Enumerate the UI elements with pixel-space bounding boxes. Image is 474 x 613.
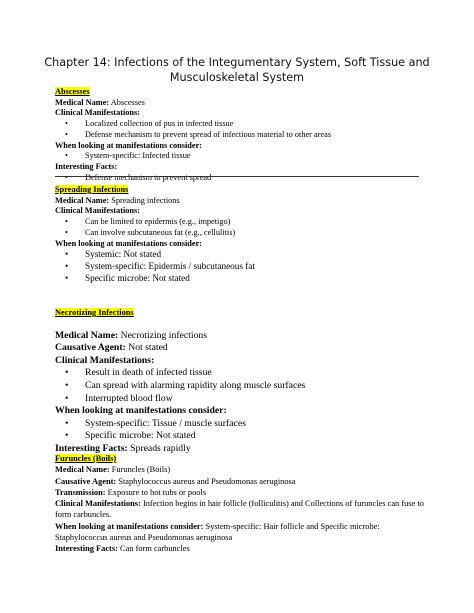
list-item: • Specific microbe: Not stated <box>55 430 425 443</box>
consider-label: When looking at manifestations consider: <box>55 238 203 248</box>
list-item: • Can be limited to epidermis (e.g., impetigo) <box>55 217 425 228</box>
list-item: • Interrupted blood flow <box>55 393 425 406</box>
facts-label: Interesting Facts: <box>55 442 128 454</box>
clinical-list <box>55 217 425 238</box>
consider-label: When looking at manifestations consider: <box>55 140 203 150</box>
consider-list <box>55 418 425 443</box>
clinical-list <box>55 367 425 405</box>
facts-label: Interesting Facts: <box>55 161 118 171</box>
clinical-label: Clinical Manifestations: <box>55 108 141 118</box>
causative-value: Staphylococcus aureus and Pseudomonas aeruginosa <box>118 476 296 486</box>
list-item: • System-specific: Epidermis / subcutaneous fat <box>55 261 425 273</box>
section-heading-abscesses: Abscesses <box>55 87 90 96</box>
list-item: • System-specific: Tissue / muscle surfaces <box>55 418 425 431</box>
list-item: • Systemic: Not stated <box>55 249 425 261</box>
facts-label: Interesting Facts: <box>55 544 118 554</box>
consider-label: When looking at manifestations consider: <box>55 521 204 531</box>
medical-name-label: Medical Name: <box>55 195 110 205</box>
causative-value: Not stated <box>128 342 168 354</box>
section-furuncles <box>55 453 425 555</box>
causative-label: Causative Agent: <box>55 476 117 486</box>
medical-name-value: Spreading infections <box>111 195 180 205</box>
list-item: • Defense mechanism to prevent spread <box>55 173 425 184</box>
section-spreading-infections <box>55 185 425 285</box>
medical-name-label: Medical Name: <box>55 465 110 475</box>
section-abscesses <box>55 87 425 183</box>
section-heading-spreading: Spreading Infections <box>55 185 129 194</box>
section-necrotizing-infections <box>55 307 425 456</box>
medical-name-label: Medical Name: <box>55 97 110 107</box>
section-heading-furuncles: Furuncles (Boils) <box>55 454 117 463</box>
medical-name-value: Necrotizing infections <box>120 329 207 341</box>
section-heading-necrotizing: Necrotizing Infections <box>55 308 134 317</box>
list-item: • Can spread with alarming rapidity along muscle surfaces <box>55 380 425 393</box>
transmission-value: Exposure to hot tubs or pools <box>107 487 207 497</box>
clinical-label: Clinical Manifestations: <box>55 354 155 366</box>
causative-label: Causative Agent: <box>55 342 126 354</box>
clinical-label: Clinical Manifestations: <box>55 499 141 509</box>
divider <box>55 176 419 177</box>
consider-list <box>55 249 425 284</box>
medical-name-value: Furuncles (Boils) <box>111 465 171 475</box>
clinical-value: Infection begins in hair follicle (folliculitis) and Collections of furuncles can fuse to form carbuncles. <box>55 499 424 520</box>
list-item: • Localized collection of pus in infected tissue <box>55 119 425 130</box>
clinical-label: Clinical Manifestations: <box>55 206 141 216</box>
consider-label: When looking at manifestations consider: <box>55 405 227 417</box>
medical-name-value: Abscesses <box>110 97 145 107</box>
page-title: Chapter 14: Infections of the Integumentary System, Soft Tissue and Musculoskeletal System <box>44 56 430 84</box>
consider-value: System-specific: Hair follicle and Specific microbe: Staphylococcus aureus and Pseudomonas aeruginosa <box>55 521 380 543</box>
list-item: • Can involve subcutaneous fat (e.g., cellulitis) <box>55 228 425 239</box>
facts-value: Spreads rapidly <box>130 442 191 454</box>
list-item: • Specific microbe: Not stated <box>55 273 425 285</box>
consider-list <box>55 151 425 162</box>
list-item: • Defense mechanism to prevent spread of infectious material to other areas <box>55 130 425 141</box>
medical-name-label: Medical Name: <box>55 329 119 341</box>
facts-value: Can form carbuncles <box>119 544 190 554</box>
list-item: • Result in death of infected tissue <box>55 367 425 380</box>
list-item: • System-specific: Infected tissue <box>55 151 425 162</box>
facts-list <box>55 173 425 184</box>
transmission-label: Transmission: <box>55 487 106 497</box>
clinical-list <box>55 119 425 140</box>
